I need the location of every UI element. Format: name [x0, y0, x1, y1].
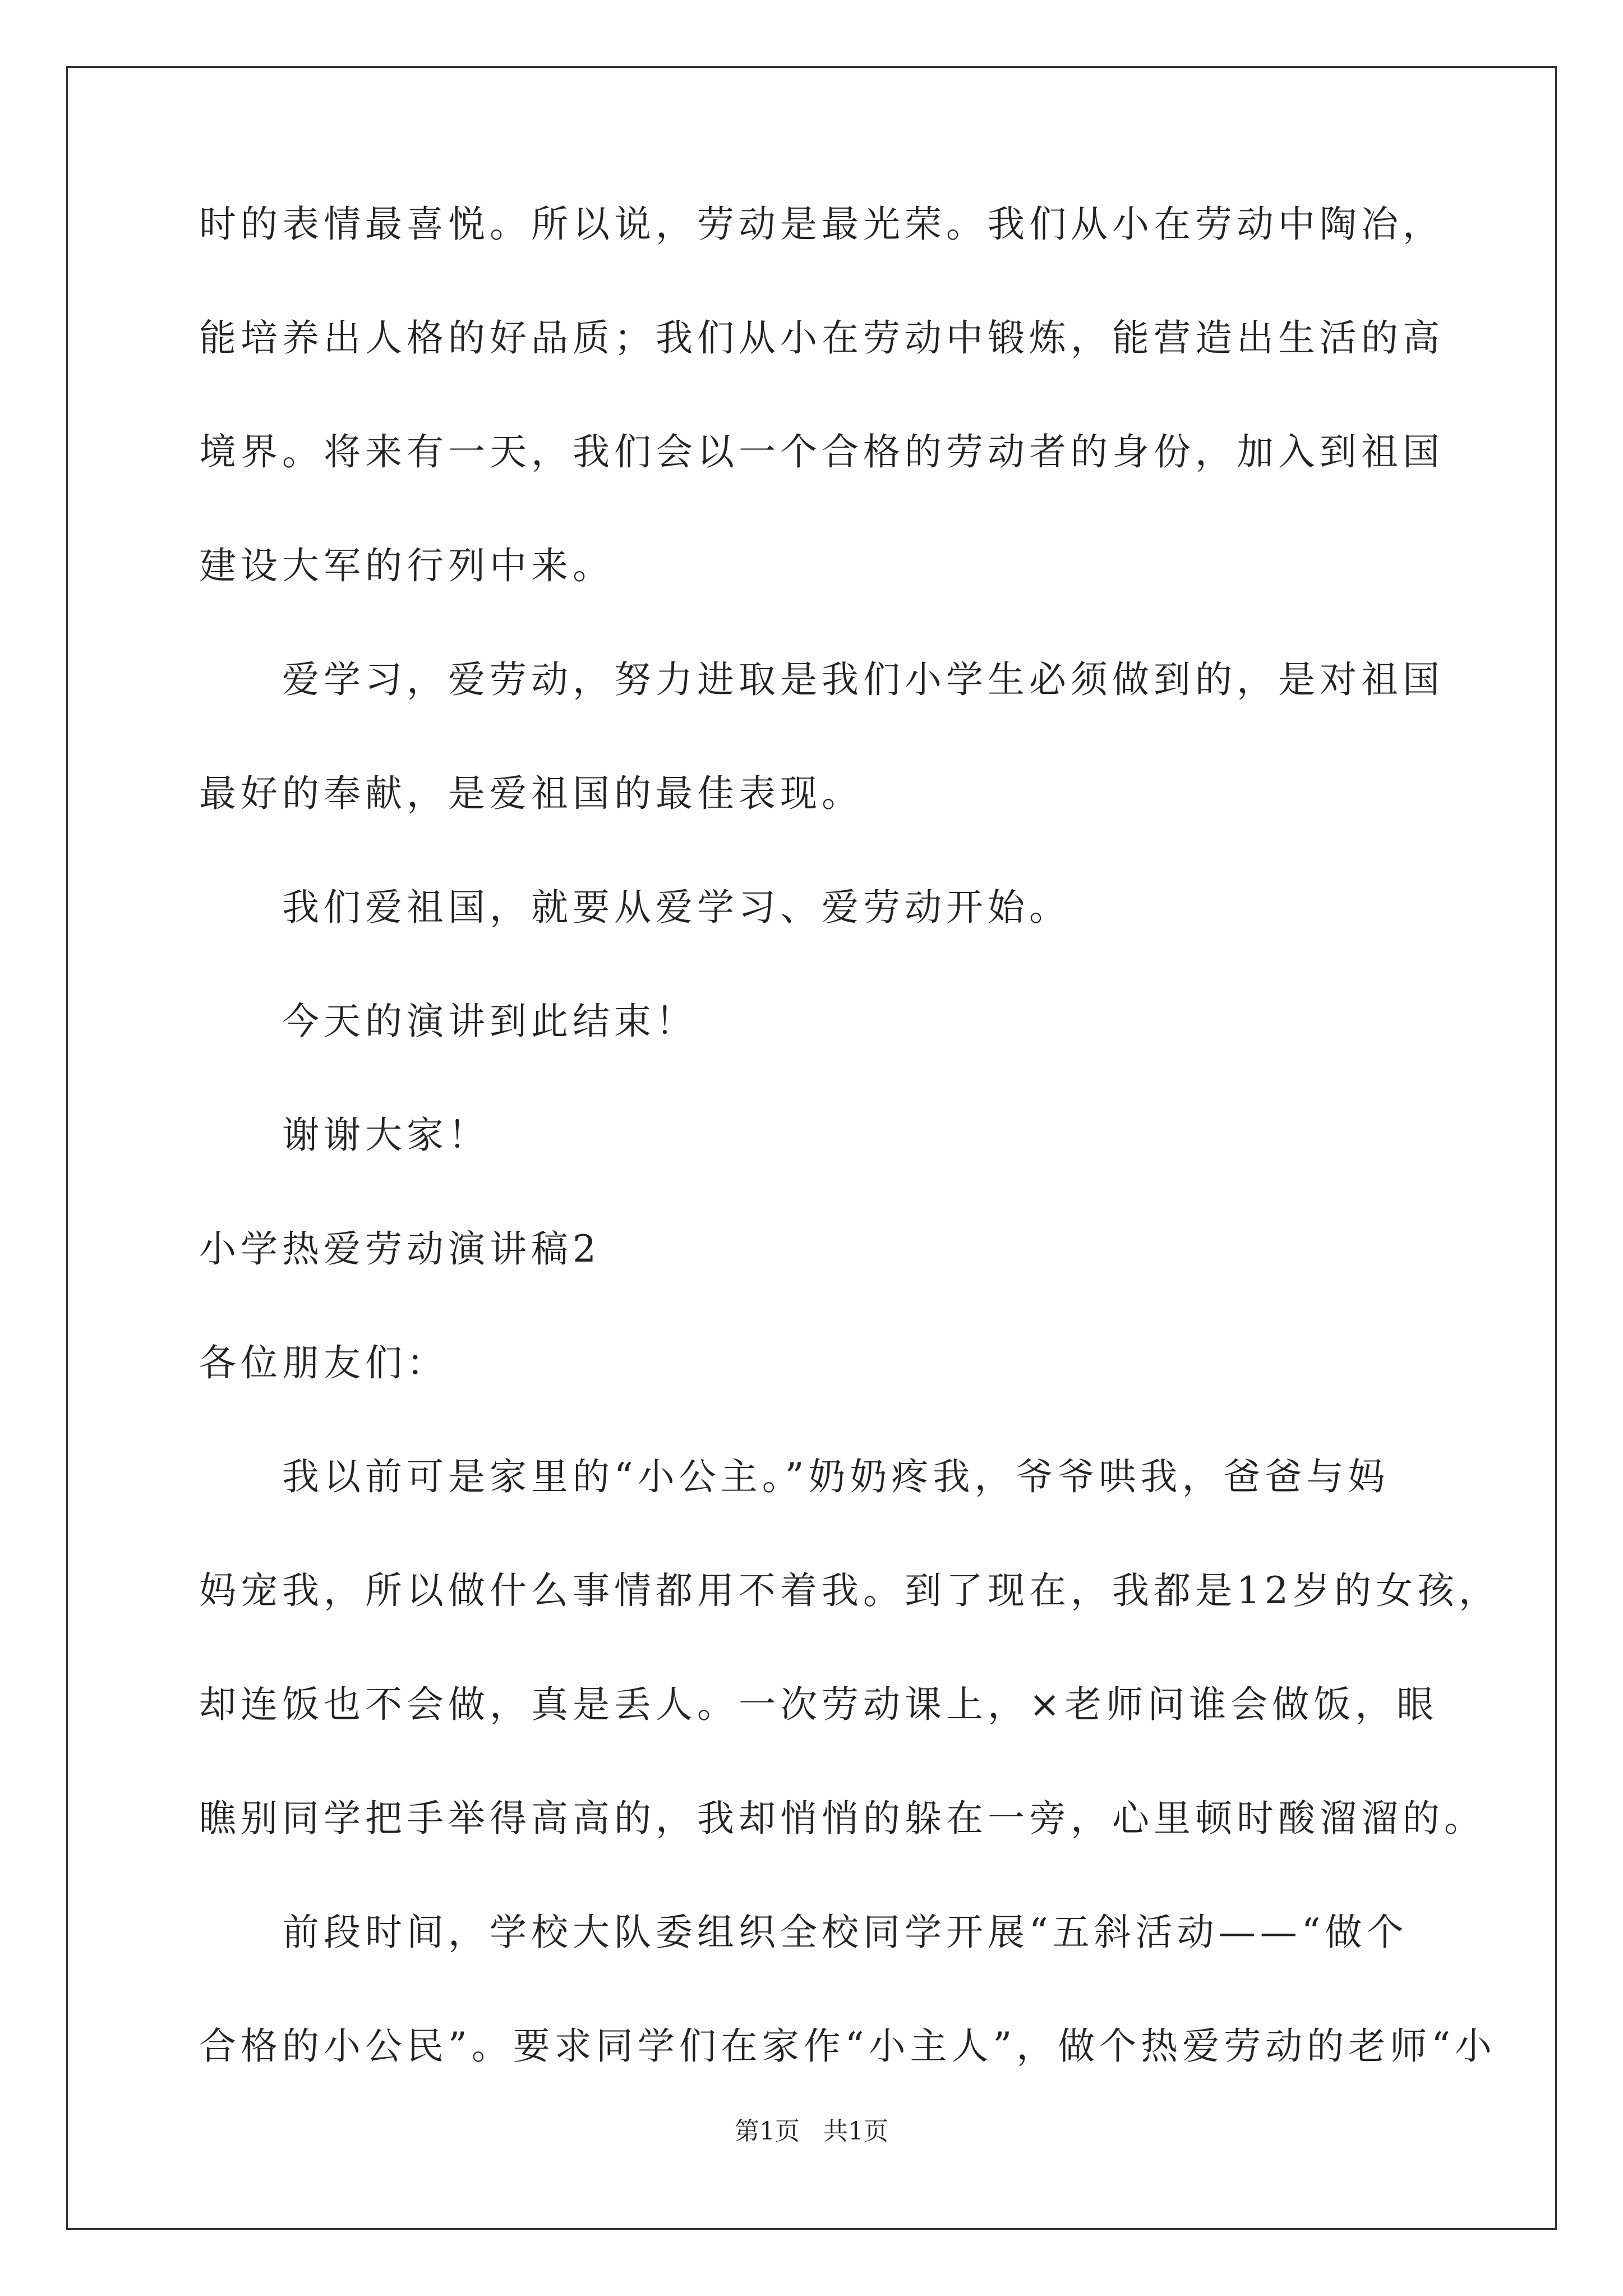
paragraph-line: 我们爱祖国，就要从爱学习、爱劳动开始。 — [282, 886, 1071, 929]
paragraph-line: 最好的奉献，是爱祖国的最佳表现。 — [199, 772, 863, 815]
paragraph-line: 合格的小公民”。要求同学们在家作“小主人”，做个热爱劳动的老师“小 — [199, 2024, 1496, 2068]
section-heading: 小学热爱劳动演讲稿2 — [199, 1227, 601, 1271]
paragraph-line: 爱学习，爱劳动，努力进取是我们小学生必须做到的，是对祖国 — [282, 658, 1444, 701]
paragraph-line: 妈宠我，所以做什么事情都用不着我。到了现在，我都是12岁的女孩， — [199, 1569, 1500, 1612]
paragraph-line: 却连饭也不会做，真是丢人。一次劳动课上，×老师问谁会做饭，眼 — [199, 1683, 1438, 1726]
paragraph-line: 前段时间，学校大队委组织全校同学开展“五斜活动——“做个 — [282, 1911, 1408, 1954]
paragraph-line: 我以前可是家里的“小公主。”奶奶疼我，爷爷哄我，爸爸与妈 — [282, 1455, 1390, 1498]
paragraph-line: 境界。将来有一天，我们会以一个合格的劳动者的身份，加入到祖国 — [199, 430, 1444, 473]
paragraph-line: 能培养出人格的好品质；我们从小在劳动中锻炼，能营造出生活的高 — [199, 316, 1444, 360]
salutation: 各位朋友们： — [199, 1341, 448, 1384]
paragraph-line: 建设大军的行列中来。 — [199, 544, 614, 587]
document-body — [199, 196, 1500, 2074]
paragraph-line: 瞧别同学把手举得高高的，我却悄悄的躲在一旁，心里顿时酸溜溜的。 — [199, 1797, 1486, 1840]
paragraph-line: 谢谢大家！ — [282, 1114, 490, 1157]
paragraph-line: 今天的演讲到此结束！ — [282, 1000, 697, 1043]
page-footer — [0, 2115, 1623, 2148]
paragraph-line: 时的表情最喜悦。所以说，劳动是最光荣。我们从小在劳动中陶冶， — [199, 203, 1444, 246]
page-number: 第1页 — [735, 2117, 800, 2146]
page-total: 共1页 — [823, 2117, 888, 2146]
